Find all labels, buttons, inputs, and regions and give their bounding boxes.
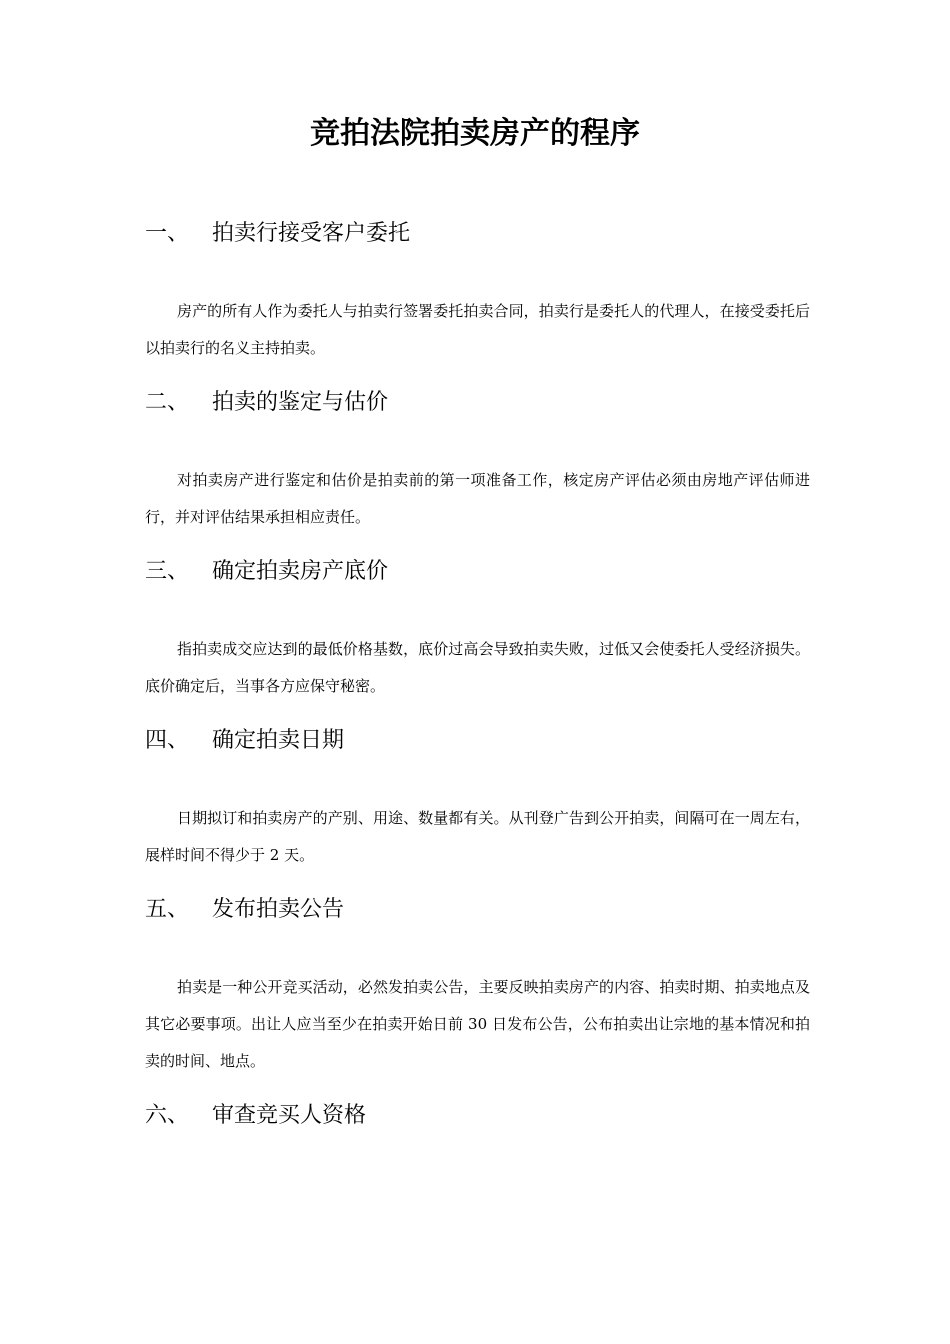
section-body: 日期拟订和拍卖房产的产别、用途、数量都有关。从刊登广告到公开拍卖，间隔可在一周左右，展样时间不得少于 2 天。: [145, 809, 810, 864]
section-5: [145, 895, 810, 1080]
section-title: 确定拍卖日期: [212, 728, 345, 753]
section-heading: [145, 1101, 810, 1131]
document-title: 竞拍法院拍卖房产的程序: [310, 116, 640, 151]
section-title: 确定拍卖房产底价: [212, 559, 389, 584]
section-1: [145, 219, 810, 367]
section-heading: [145, 726, 810, 756]
section-heading: [145, 219, 810, 249]
section-6: [145, 1101, 810, 1131]
section-title: 拍卖的鉴定与估价: [212, 390, 389, 415]
section-heading: [145, 557, 810, 587]
section-body: 房产的所有人作为委托人与拍卖行签署委托拍卖合同，拍卖行是委托人的代理人，在接受委托后以拍卖行的名义主持拍卖。: [145, 302, 810, 357]
section-body: 指拍卖成交应达到的最低价格基数，底价过高会导致拍卖失败，过低又会使委托人受经济损失。底价确定后，当事各方应保守秘密。: [145, 640, 810, 695]
section-body: 对拍卖房产进行鉴定和估价是拍卖前的第一项准备工作，核定房产评估必须由房地产评估师进行，并对评估结果承担相应责任。: [145, 471, 810, 526]
section-heading: [145, 388, 810, 418]
section-4: [145, 726, 810, 874]
section-title: 审查竞买人资格: [212, 1103, 367, 1128]
section-heading: [145, 895, 810, 925]
section-number: 三、: [145, 559, 190, 584]
section-number: 四、: [145, 728, 190, 753]
section-number: 五、: [145, 897, 190, 922]
section-3: [145, 557, 810, 705]
section-number: 六、: [145, 1103, 190, 1128]
section-body: 拍卖是一种公开竞买活动，必然发拍卖公告，主要反映拍卖房产的内容、拍卖时期、拍卖地点及其它必要事项。出让人应当至少在拍卖开始日前 30 日发布公告，公布拍卖出让宗地的基本情况和拍卖的时间、地点。: [145, 978, 810, 1070]
section-title: 拍卖行接受客户委托: [212, 221, 411, 246]
section-2: [145, 388, 810, 536]
section-title: 发布拍卖公告: [212, 897, 345, 922]
section-number: 一、: [145, 221, 190, 246]
section-number: 二、: [145, 390, 190, 415]
